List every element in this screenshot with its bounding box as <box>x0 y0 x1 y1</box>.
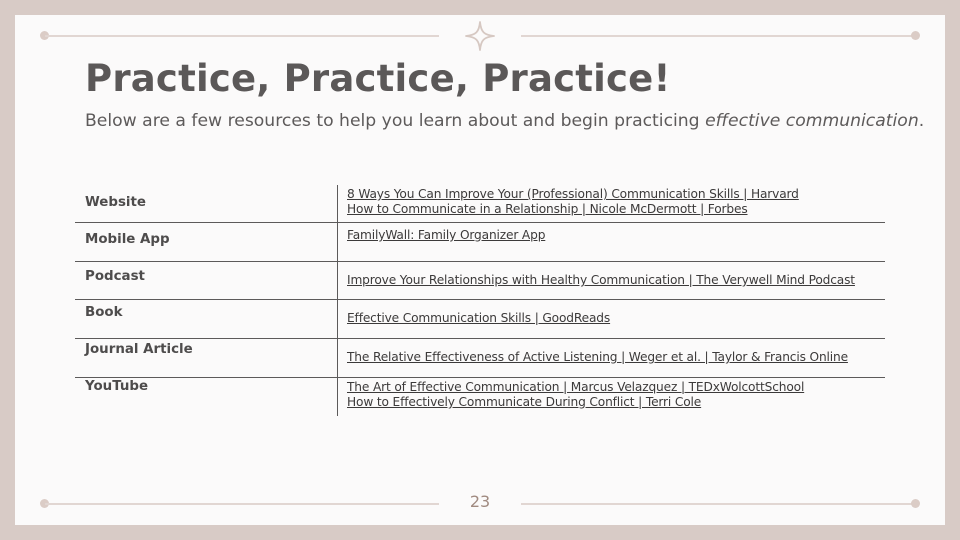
top-left-line <box>45 35 439 37</box>
column-divider <box>337 185 338 222</box>
resource-link[interactable]: How to Communicate in a Relationship | Nicole McDermott | Forbes <box>347 202 748 216</box>
resource-link[interactable]: Effective Communication Skills | GoodReads <box>347 311 611 325</box>
link-list <box>347 350 848 365</box>
resource-link[interactable]: The Art of Effective Communication | Marcus Velazquez | TEDxWolcottSchool <box>347 380 805 394</box>
four-point-star-icon <box>465 21 495 51</box>
category-label: Journal Article <box>85 342 193 357</box>
link-list <box>347 311 610 326</box>
bottom-right-line <box>521 503 915 505</box>
resource-link[interactable]: The Relative Effectiveness of Active Listening | Weger et al. | Taylor & Francis Online <box>347 350 848 364</box>
subtitle-suffix: . <box>918 111 925 131</box>
link-list <box>347 273 855 288</box>
column-divider <box>337 378 338 416</box>
column-divider <box>337 339 338 377</box>
table-row <box>75 223 885 262</box>
link-list <box>347 187 799 217</box>
link-list <box>347 380 804 410</box>
resource-link[interactable]: 8 Ways You Can Improve Your (Professional) Communication Skills | Harvard <box>347 187 799 201</box>
table-row <box>75 185 885 223</box>
column-divider <box>337 300 338 338</box>
slide <box>15 15 945 525</box>
bottom-left-line <box>45 503 439 505</box>
slide-subtitle <box>85 111 924 131</box>
category-label: YouTube <box>85 379 149 394</box>
slide-title: Practice, Practice, Practice! <box>85 57 671 100</box>
page-number: 23 <box>469 492 491 511</box>
top-right-line <box>521 35 915 37</box>
resource-link[interactable]: How to Effectively Communicate During Conflict | Terri Cole <box>347 395 702 409</box>
resources-table <box>75 185 885 416</box>
column-divider <box>337 262 338 299</box>
category-label: Book <box>85 305 123 320</box>
resource-link[interactable]: Improve Your Relationships with Healthy Communication | The Verywell Mind Podcast <box>347 273 855 287</box>
table-row <box>75 262 885 300</box>
top-right-dot <box>911 31 920 40</box>
category-label: Mobile App <box>85 232 170 247</box>
column-divider <box>337 223 338 261</box>
category-label: Website <box>85 195 147 210</box>
bottom-right-dot <box>911 499 920 508</box>
resource-link[interactable]: FamilyWall: Family Organizer App <box>347 228 546 242</box>
table-row <box>75 378 885 416</box>
table-row <box>75 339 885 378</box>
link-list <box>347 228 545 243</box>
category-label: Podcast <box>85 269 145 284</box>
subtitle-text: Below are a few resources to help you learn about and begin practicing <box>85 111 706 131</box>
table-row <box>75 300 885 339</box>
subtitle-emphasis: effective communication <box>705 111 919 131</box>
